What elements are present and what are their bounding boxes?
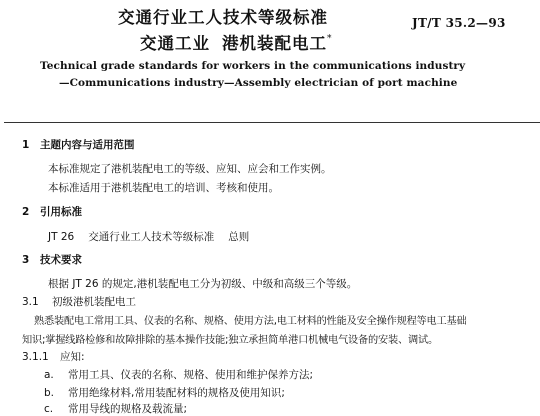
list-item-text: 常用绝缘材料,常用装配材料的规格及使用知识; — [68, 387, 285, 399]
section-2-heading — [22, 204, 82, 219]
subsection-3-1-text: 知识;掌握线路检修和故障排除的基本操作技能;独立承担简单港口机械电气设备的安装、调试。 — [22, 335, 438, 346]
subsection-number: 3.1 — [22, 296, 39, 308]
standard-title: 交通行业工人技术等级标准 — [118, 8, 328, 27]
subsection-title: 应知: — [60, 351, 85, 363]
subsection-number: 3.1.1 — [22, 351, 49, 363]
normative-reference — [48, 229, 249, 244]
reference-part: 总则 — [228, 231, 250, 243]
subsection-title: 初级港机装配电工 — [52, 296, 136, 308]
section-title: 技术要求 — [40, 254, 82, 266]
section-1-paragraph: 本标准规定了港机装配电工的等级、应知、应会和工作实例。 — [48, 163, 332, 175]
reference-name: 交通行业工人技术等级标准 — [88, 231, 215, 243]
subsection-3-1-1-heading — [22, 349, 85, 364]
section-title: 主题内容与适用范围 — [40, 139, 135, 151]
english-title-line1: Technical grade standards for workers in the communications industry — [40, 60, 466, 72]
standard-subtitle — [140, 30, 333, 54]
list-item — [44, 385, 285, 400]
section-1-paragraph: 本标准适用于港机装配电工的培训、考核和使用。 — [48, 182, 279, 194]
section-number: 1 — [22, 139, 30, 151]
section-3-intro: 根据 JT 26 的规定,港机装配电工分为初级、中级和高级三个等级。 — [48, 278, 358, 290]
list-item-text: 常用工具、仪表的名称、规格、使用和维护保养方法; — [68, 369, 314, 381]
section-3-heading — [22, 252, 82, 267]
subsection-3-1-text: 熟悉装配电工常用工具、仪表的名称、规格、使用方法,电工材料的性能及安全操作规程等电工基础 — [34, 316, 467, 327]
reference-code: JT 26 — [48, 231, 75, 243]
list-item-text: 常用导线的规格及载流量; — [68, 403, 188, 415]
list-item-marker: b. — [44, 387, 55, 399]
section-title: 引用标准 — [40, 206, 82, 218]
subsection-3-1-heading — [22, 294, 136, 309]
list-item-marker: c. — [44, 403, 54, 415]
header-divider — [4, 122, 540, 123]
section-number: 2 — [22, 206, 30, 218]
list-item — [44, 401, 187, 416]
section-number: 3 — [22, 254, 30, 266]
section-1-heading — [22, 137, 135, 152]
subtitle-occupation: 港机装配电工 — [222, 34, 327, 53]
subtitle-industry: 交通工业 — [140, 34, 210, 53]
standard-code: JT/T 35.2—93 — [412, 16, 506, 30]
list-item-marker: a. — [44, 369, 54, 381]
english-title-line2: —Communications industry—Assembly electrician of port machine — [59, 77, 458, 89]
list-item — [44, 367, 313, 382]
footnote-marker: * — [327, 34, 333, 44]
